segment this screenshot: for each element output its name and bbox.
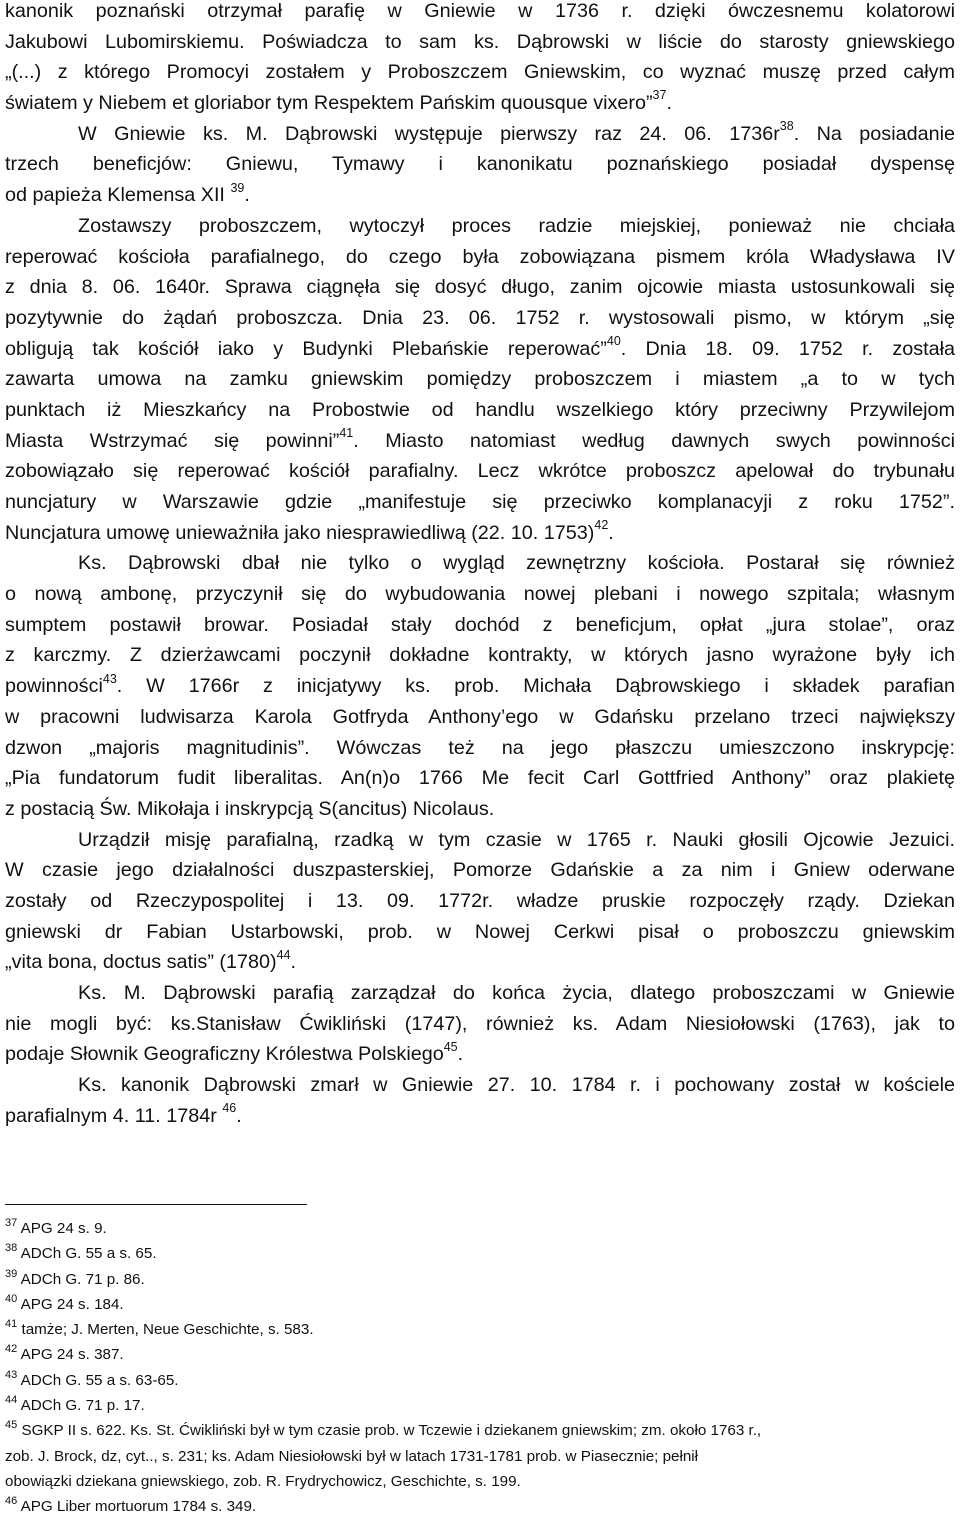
footnote-number: 46 — [5, 1495, 18, 1508]
footnote-text: APG 24 s. 387. — [17, 1346, 124, 1364]
footnote — [5, 1393, 955, 1418]
text-line-content: z dnia 8. 06. 1640r. Sprawa ciągnęła się dosyć długo, zanim ojcowie miasta ustosunkowali się — [5, 276, 955, 299]
text-line — [5, 763, 955, 794]
footnote — [5, 1469, 955, 1494]
footnote — [5, 1241, 955, 1266]
footnote-text: APG 24 s. 9. — [17, 1220, 107, 1237]
text-line — [5, 733, 955, 764]
text-line — [5, 702, 955, 733]
text-line — [5, 88, 955, 119]
text-line — [5, 947, 955, 978]
text-line-continuation: . W 1766r z inicjatywy ks. prob. Michała Dąbrowskiego i składek parafian — [116, 675, 955, 698]
text-line-content: Zostawszy proboszczem, wytoczył proces radzie miejskiej, ponieważ nie chciała — [78, 214, 955, 237]
text-line-content: powinności — [5, 675, 103, 698]
text-line-continuation: . Dnia 18. 09. 1752 r. została — [620, 337, 955, 360]
text-line-content: Ks. kanonik Dąbrowski zmarł w Gniewie 27. 10. 1784 r. i pochowany został w kościele — [78, 1074, 955, 1097]
footnote-ref: 45 — [443, 1039, 458, 1054]
footnote-number: 39 — [5, 1267, 18, 1280]
footnote-number: 45 — [5, 1419, 18, 1432]
text-line-continuation: . — [236, 1104, 242, 1127]
text-line-content: trzech beneficjów: Gniewu, Tymawy i kanonikatu poznańskiego posiadał dyspensę — [5, 153, 955, 176]
text-line — [5, 1101, 955, 1132]
text-line-content: zawarta umowa na zamku gniewskim pomiędzy proboszczem i miastem „a to w tych — [5, 368, 955, 391]
footnote-text: zob. J. Brock, dz, cyt.., s. 231; ks. Adam Niesiołowski był w latach 1731-1781 prob. w Piasecznie; pełnił — [5, 1447, 699, 1465]
text-line-content: Urządził misję parafialną, rzadką w tym czasie w 1765 r. Nauki głosili Ojcowie Jezuici. — [78, 828, 955, 851]
text-line — [5, 27, 955, 58]
text-line — [5, 149, 955, 180]
text-line-content: w pracowni ludwisarza Karola Gotfryda Anthony’ego w Gdańsku przelano trzeci największy — [5, 705, 955, 728]
text-line — [5, 978, 955, 1009]
text-line-content: W Gniewie ks. M. Dąbrowski występuje pierwszy raz 24. 06. 1736r — [78, 122, 780, 145]
text-line — [5, 1039, 955, 1070]
text-line-content: „vita bona, doctus satis” (1780) — [5, 951, 277, 974]
text-line-content: zostały od Rzeczypospolitej i 13. 09. 1772r. władze pruskie rozpoczęły rządy. Dziekan — [5, 889, 955, 912]
text-line — [5, 395, 955, 426]
footnote-text: ADCh G. 55 a s. 65. — [17, 1245, 157, 1263]
footnote-ref: 41 — [339, 426, 354, 441]
text-line-content: z postacią Św. Mikołaja i inskrypcją S(ancitus) Nicolaus. — [5, 797, 495, 820]
footnote-ref: 40 — [606, 333, 621, 348]
text-line-content: Jakubowi Lubomirskiemu. Poświadcza to sam ks. Dąbrowski w liście do starosty gniewskiego — [5, 30, 955, 53]
footnote — [5, 1292, 955, 1317]
footnote-text: ADCh G. 71 p. 86. — [17, 1270, 145, 1288]
footnote-text: ADCh G. 55 a s. 63-65. — [17, 1371, 179, 1389]
text-line — [5, 518, 955, 549]
footnote — [5, 1216, 955, 1241]
text-line — [5, 242, 955, 273]
text-line-content: Miasta Wstrzymać się powinni” — [5, 429, 340, 452]
text-line — [5, 1009, 955, 1040]
footnote-number: 41 — [5, 1318, 18, 1331]
footnote-text: tamże; J. Merten, Neue Geschichte, s. 583. — [17, 1321, 314, 1339]
footnote-ref: 42 — [594, 518, 609, 533]
footnote-ref: 37 — [652, 88, 667, 103]
text-line — [5, 640, 955, 671]
text-line — [5, 426, 955, 457]
text-line — [5, 794, 955, 825]
text-line — [5, 303, 955, 334]
text-line — [5, 825, 955, 856]
text-line-content: kanonik poznański otrzymał parafię w Gniewie w 1736 r. dzięki ówczesnemu kolatorowi — [5, 0, 955, 22]
footnote-text: APG 24 s. 184. — [17, 1295, 124, 1313]
text-line-continuation: . — [457, 1043, 464, 1066]
footnote — [5, 1444, 955, 1469]
text-line-content: „Pia fundatorum fudit liberalitas. An(n)o 1766 Me fecit Carl Gottfried Anthony” oraz plakietę — [5, 767, 955, 790]
footnote — [5, 1267, 955, 1292]
text-line — [5, 548, 955, 579]
footnote-number: 43 — [5, 1368, 18, 1381]
text-line-content: z karczmy. Z dzierżawcami poczynił dokładne kontrakty, w których jasno wyrażone były ich — [5, 644, 955, 667]
text-line-content: W czasie jego działalności duszpasterskiej, Pomorze Gdańskie a za nim i Gniew oderwane — [5, 859, 955, 882]
text-line — [5, 456, 955, 487]
text-line — [5, 0, 955, 27]
text-line — [5, 211, 955, 242]
footnote — [5, 1418, 955, 1443]
text-line-content: od papieża Klemensa XII — [5, 184, 231, 207]
text-line — [5, 917, 955, 948]
text-line — [5, 180, 955, 211]
footnote-number: 44 — [5, 1394, 18, 1407]
text-line-content: nuncjatury w Warszawie gdzie „manifestuje się przeciwko komplanacyji z roku 1752”. — [5, 491, 955, 513]
text-line — [5, 119, 955, 150]
text-line-content: światem y Niebem et gloriabor tym Respektem Pańskim quousque vixero” — [5, 92, 653, 115]
text-line-continuation: . — [244, 184, 250, 207]
text-line-content: „(...) z którego Promocyi zostałem y Proboszczem Gniewskim, co wyznać muszę przed całym — [5, 61, 955, 84]
text-line-content: pozytywnie do żądań proboszcza. Dnia 23. 06. 1752 r. wystosowali pismo, w którym „się — [5, 306, 955, 329]
text-line-content: Ks. M. Dąbrowski parafią zarządzał do końca życia, dlatego proboszczami w Gniewie — [78, 982, 955, 1004]
text-line — [5, 1070, 955, 1101]
footnote-separator — [5, 1204, 307, 1205]
footnote-number: 42 — [5, 1343, 18, 1356]
text-line — [5, 886, 955, 917]
text-line-continuation: . Na posiadanie — [793, 122, 955, 145]
text-line — [5, 57, 955, 88]
footnote-ref: 39 — [230, 180, 245, 195]
text-line-content: nie mogli być: ks.Stanisław Ćwikliński (1747), również ks. Adam Niesiołowski (1763), jak to — [5, 1012, 955, 1035]
footnote-ref: 38 — [779, 119, 794, 134]
footnote — [5, 1494, 955, 1519]
footnote-ref: 43 — [102, 671, 117, 686]
body-text — [5, 0, 955, 1131]
text-line-content: punktach iż Mieszkańcy na Probostwie od handlu wszelkiego który przeciwny Przywilejom — [5, 398, 955, 421]
text-line-content: obligują tak kościół iako y Budynki Plebańskie reperować” — [5, 337, 607, 360]
text-line-continuation: . — [608, 521, 614, 544]
text-line — [5, 671, 955, 702]
text-line — [5, 487, 955, 518]
text-line-content: Nuncjatura umowę unieważniła jako niesprawiedliwą (22. 10. 1753) — [5, 521, 595, 544]
text-line — [5, 364, 955, 395]
text-line-content: Ks. Dąbrowski dbał nie tylko o wygląd zewnętrzny kościoła. Postarał się również — [78, 552, 955, 575]
text-line-content: dzwon „majoris magnitudinis”. Wówczas też na jego płaszczu umieszczono inskrypcję: — [5, 736, 955, 759]
footnote-number: 38 — [5, 1242, 18, 1255]
footnote — [5, 1317, 955, 1342]
footnote — [5, 1368, 955, 1393]
text-line — [5, 579, 955, 610]
footnote-ref: 44 — [276, 947, 291, 962]
footnote-ref: 46 — [222, 1101, 237, 1116]
text-line-content: sumptem postawił browar. Posiadał stały dochód z beneficjum, opłat „jura stolae”, oraz — [5, 613, 955, 636]
text-line — [5, 334, 955, 365]
text-line-continuation: . — [666, 92, 672, 115]
text-line-content: gniewski dr Fabian Ustarbowski, prob. w Nowej Cerkwi pisał o proboszczu gniewskim — [5, 920, 955, 943]
text-line — [5, 855, 955, 886]
footnote-number: 37 — [5, 1216, 18, 1229]
text-line-content: parafialnym 4. 11. 1784r — [5, 1104, 223, 1127]
text-line-content: zobowiązało się reperować kościół parafialny. Lecz wkrótce proboszcz apelował do trybunału — [5, 460, 955, 483]
footnote-text: obowiązki dziekana gniewskiego, zob. R. Frydrychowicz, Geschichte, s. 199. — [5, 1472, 521, 1490]
footnote-text: ADCh G. 71 p. 17. — [17, 1397, 145, 1415]
text-line-content: podaje Słownik Geograficzny Królestwa Polskiego — [5, 1043, 444, 1066]
text-line-continuation: . — [290, 951, 296, 974]
text-line-content: o nową ambonę, przyczynił się do wybudowania nowej plebani i nowego szpitala; własnym — [5, 583, 955, 606]
footnote-number: 40 — [5, 1292, 18, 1305]
text-line — [5, 610, 955, 641]
footnote — [5, 1342, 955, 1367]
footnote-text: APG Liber mortuorum 1784 s. 349. — [17, 1498, 257, 1516]
text-line-continuation: . Miasto natomiast według dawnych swych powinności — [353, 429, 956, 452]
footnote-text: SGKP II s. 622. Ks. St. Ćwikliński był w tym czasie prob. w Tczewie i dziekanem gniewskim; zm. około 1763 r., — [17, 1422, 762, 1440]
footnotes — [5, 1216, 955, 1520]
text-line-content: reperować kościoła parafialnego, do czego była zobowiązana pismem króla Władysława IV — [5, 245, 955, 268]
text-line — [5, 272, 955, 303]
